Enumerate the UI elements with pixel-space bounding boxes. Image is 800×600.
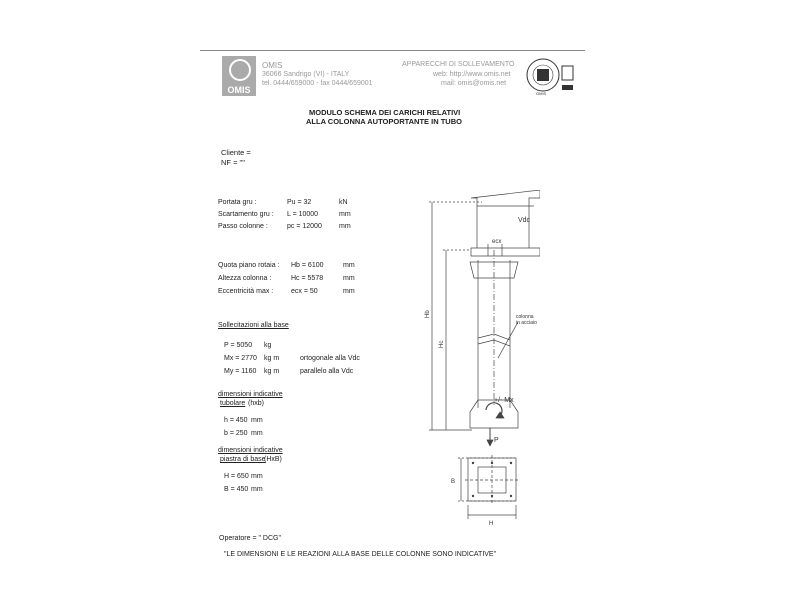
plate-h-label: H — [489, 521, 494, 527]
operator-label: Operatore = " DCG" — [219, 535, 281, 542]
company-phone: tel. 0444/659000 - fax 0444/659001 — [262, 80, 373, 87]
moment-arrowhead-icon — [496, 412, 504, 418]
p-label: P — [494, 437, 499, 444]
base-plate-outline — [468, 458, 516, 501]
ecx-label: ecx — [492, 239, 502, 245]
tube-suffix: (hxb) — [248, 400, 264, 407]
company-logo — [222, 56, 256, 96]
bolt-hole-icon — [472, 462, 474, 464]
plate-dim-unit: mm — [251, 486, 263, 493]
tube-dim-unit: mm — [251, 417, 263, 424]
logo-ring-icon — [229, 59, 251, 81]
company-web: web: http://www.omis.net — [433, 71, 511, 78]
plate-dim-value: B = 450 — [224, 486, 249, 493]
param-label: Eccentricità max : — [218, 288, 274, 295]
plate-dim-unit: mm — [251, 473, 263, 480]
colonna-leader — [498, 322, 518, 358]
tube-dim-value: b = 250 — [224, 430, 248, 437]
bolt-hole-icon — [491, 495, 493, 497]
param-unit: mm — [343, 288, 355, 295]
plate-subheading: piastra di base — [220, 456, 266, 463]
nf-label: NF = "" — [221, 158, 245, 167]
tube-dim-unit: mm — [251, 430, 263, 437]
param-label: Portata gru : — [218, 199, 257, 206]
company-name: OMIS — [262, 61, 283, 70]
client-label: Cliente = — [221, 148, 251, 157]
param-value: pc = 12000 — [287, 223, 322, 230]
plate-suffix: (HxB) — [264, 456, 282, 463]
footer-note: "LE DIMENSIONI E LE REAZIONI ALLA BASE DELLE COLONNE SONO INDICATIVE" — [224, 551, 497, 558]
param-value: Hc = 5578 — [291, 275, 324, 282]
stresses-heading: Sollecitazioni alla base — [218, 322, 289, 329]
param-unit: mm — [343, 275, 355, 282]
param-value: Hb = 6100 — [291, 262, 324, 269]
company-mail: mail: omis@omis.net — [441, 80, 507, 87]
stress-value: P = 5050 — [224, 342, 253, 349]
certification-seal — [525, 52, 575, 98]
plate-heading: dimensioni indicative — [218, 447, 283, 454]
vdc-label: Vdc — [518, 217, 531, 224]
colonna-label: colonna — [516, 314, 534, 320]
document-title-line2: ALLA COLONNA AUTOPORTANTE IN TUBO — [306, 117, 462, 126]
tube-dim-value: h = 450 — [224, 417, 248, 424]
stress-value: Mx = 2770 — [224, 355, 257, 362]
header-rule — [200, 50, 585, 51]
base-plate-drawing — [445, 455, 525, 530]
stress-note: parallelo alla Vdc — [300, 368, 354, 375]
param-unit: kN — [339, 199, 348, 206]
param-unit: mm — [343, 262, 355, 269]
param-value: Pu = 32 — [287, 199, 312, 206]
colonna-label-2: in acciaio — [516, 320, 537, 326]
param-label: Quota piano rotaia : — [218, 262, 280, 269]
stress-value: My = 1160 — [224, 368, 257, 375]
param-label: Passo colonne : — [218, 223, 268, 230]
param-label: Scartamento gru : — [218, 211, 274, 218]
param-unit: mm — [339, 211, 351, 218]
param-value: L = 10000 — [287, 211, 319, 218]
param-unit: mm — [339, 223, 351, 230]
plate-b-label: B — [451, 479, 456, 485]
hc-label: Hc — [439, 340, 445, 348]
seal-emblem-icon — [537, 69, 549, 81]
iso-bar-icon — [562, 85, 573, 90]
bolt-hole-icon — [510, 495, 512, 497]
bolt-hole-icon — [472, 495, 474, 497]
company-address: 36066 Sandrigo (VI) - ITALY — [262, 71, 350, 78]
hb-label: Hb — [425, 310, 431, 318]
stress-unit: kg m — [264, 355, 280, 362]
bolt-hole-icon — [510, 462, 512, 464]
company-tagline: APPARECCHI DI SOLLEVAMENTO — [402, 61, 515, 68]
param-label: Altezza colonna : — [218, 275, 272, 282]
seal-label: OMIS — [536, 91, 547, 96]
stress-unit: kg — [264, 342, 272, 349]
stress-note: ortogonale alla Vdc — [300, 355, 360, 362]
param-value: ecx = 50 — [291, 288, 318, 295]
stress-unit: kg m — [264, 368, 280, 375]
load-arrowhead-icon — [487, 440, 493, 446]
mx-label: +/- Mx — [494, 397, 514, 404]
bolt-hole-icon — [491, 462, 493, 464]
logo-text: OMIS — [227, 85, 251, 95]
document-title-line1: MODULO SCHEMA DEI CARICHI RELATIVI — [309, 108, 461, 117]
plate-dim-value: H = 650 — [224, 473, 249, 480]
tube-heading: dimensioni indicative — [218, 391, 283, 398]
iso-logo-icon — [562, 66, 573, 80]
tube-subheading: tubolare — [220, 400, 246, 407]
